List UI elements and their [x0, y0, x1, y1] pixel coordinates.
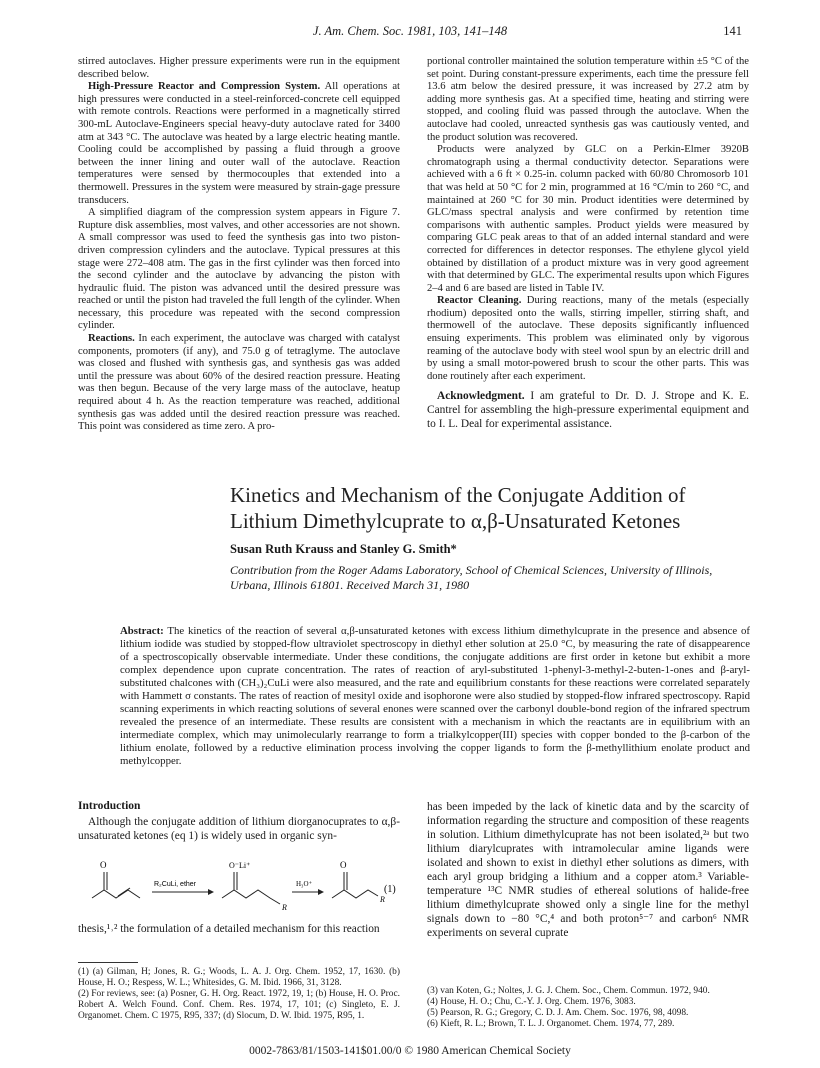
arrow-head	[318, 889, 324, 895]
paragraph-lead: Reactor Cleaning.	[437, 295, 522, 307]
paragraph	[427, 295, 749, 383]
paragraph	[78, 333, 400, 434]
reagent-label: R₂CuLi, ether	[154, 881, 197, 888]
enolate-charge-label: O⁻Li⁺	[229, 861, 251, 870]
acknowledgment-lead: Acknowledgment.	[437, 390, 525, 403]
footnote: (4) House, H. O.; Chu, C.-Y. J. Org. Chem. 1976, 3083.	[427, 997, 636, 1007]
paragraph-text: All operations at high pressures were conducted in a steel-reinforced-concrete cell equipped with remote controls. Reactions were performed in a magnetically stirred 300-mL Autoclave-Engineers special heavy-duty autoclave rated for 3400 atm at 343 °C. The autoclave was heated by a large electric heating mantle. Cooling could be accomplished by passing a fluid through a groove between the inner lining and outer wall of the autoclave. Reaction temperatures were sensed by thermocouples that extended into a thermowell. Pressures in the system were measured by strain-gage pressure transducers.	[78, 81, 401, 206]
enolate-structure	[222, 872, 280, 904]
paragraph-lead: High-Pressure Reactor and Compression System.	[88, 81, 321, 93]
authors: Susan Ruth Krauss and Stanley G. Smith*	[230, 542, 457, 556]
paragraph: portional controller maintained the solution temperature within ±5 °C of the set point. During constant-pressure experiments, each time the pressure fell 13.6 atm below the desired pressure, it was increased by 27.2 atm by adding more synthesis gas. At a specified time, heating and stirring were stopped, and cooling fluid was passed through the autoclave. When the autoclave had cooled, unreacted synthesis gas was cautiously vented, and the product solution was recovered.	[427, 56, 749, 143]
paragraph: Products were analyzed by GLC on a Perkin-Elmer 3920B chromatograph using a thermal conductivity detector. Separations were achieved with a 6 ft × 0.25-in. column packed with 60/80 Chromosorb 101 that was held at 50 °C for 2 min, programmed at 16 °C/min to 260 °C, and maintained at 260 °C for 30 min. Product identities were determined by GLC/mass spectral analysis and were confirmed by retention time comparisons with authentic samples. Product yields were measured by comparing GLC peak areas to that of an added internal standard and were corrected for differences in detector responses. The ethylene glycol yield obtained by distillation of a product mixture was in very good agreement with that determined by GLC. The experimental results upon which Figures 2–4 and 6 are based are listed in Table IV.	[427, 144, 749, 294]
page-footer: 0002-7863/81/1503-141$01.00/0 © 1980 American Chemical Society	[249, 1045, 571, 1057]
title-line: Kinetics and Mechanism of the Conjugate Addition of	[230, 483, 686, 507]
r-group-label: R	[282, 903, 287, 912]
enone-structure	[92, 872, 140, 898]
acknowledgment	[427, 389, 749, 431]
abstract-lead: Abstract:	[120, 625, 164, 637]
section-heading: Introduction	[78, 800, 141, 812]
paragraph-text: In each experiment, the autoclave was charged with catalyst components, promoters (if any), and 75.0 g of tetraglyme. The autoclave was closed and flushed with synthesis gas, and synthesis gas was added until the pressure was about 60% of the desired reaction pressure. Heating was then begun. Because of the very large mass of the autoclave, heatup required about 4 h. As the reaction temperature was reached, additional synthesis gas was added until the desired reaction pressure was reached. This point was considered as time zero. A pro-	[78, 333, 400, 433]
previous-article-left-column	[78, 56, 400, 434]
paragraph-text: During reactions, many of the metals (especially rhodium) deposited onto the walls, stirring impeller, stirring shaft, and thermowell of the autoclave. These deposits significantly influenced ensuing experiments. This problem was eliminated only by vigorous reaming of the autoclave body with steel wool spun by an electric drill and by using a small motor-powered brush to scour the other parts. This was done routinely after each experiment.	[427, 295, 749, 382]
carbonyl-o-label: O	[100, 860, 107, 870]
paragraph	[78, 81, 400, 207]
intro-continued: thesis,¹˒² the formulation of a detailed mechanism for this reaction	[78, 923, 380, 935]
intro-paragraph	[78, 815, 400, 843]
footnote: (1) (a) Gilman, H; Jones, R. G.; Woods, L. A. J. Org. Chem. 1952, 17, 1630. (b) House, H. O.; Respess, W. L.; Whitesides, G. M. Ibid. 1966, 31, 3128.	[78, 967, 400, 988]
footnote: (3) van Koten, G.; Noltes, J. G. J. Chem. Soc., Chem. Commun. 1972, 940.	[427, 986, 710, 996]
product-structure	[332, 872, 378, 898]
footnote: (5) Pearson, R. G.; Gregory, C. D. J. Am. Chem. Soc. 1976, 98, 4098.	[427, 1008, 689, 1018]
r-group-label: R	[380, 895, 385, 904]
journal-citation: J. Am. Chem. Soc. 1981, 103, 141–148	[312, 24, 508, 38]
running-header	[0, 24, 820, 44]
previous-article-right-column	[427, 56, 749, 431]
workup-label: H₃O⁺	[296, 880, 313, 888]
affiliation: Contribution from the Roger Adams Laboratory, School of Chemical Sciences, University of Illinois, Urbana, Illinois 61801. Received March 31, 1980	[230, 563, 713, 592]
equation-label: (1)	[384, 884, 396, 895]
product-o-label: O	[340, 860, 347, 870]
footnotes-left	[78, 962, 400, 1022]
abstract	[120, 625, 750, 768]
paragraph: stirred autoclaves. Higher pressure experiments were run in the equipment described below.	[78, 56, 400, 80]
paragraph: Although the conjugate addition of lithium diorganocuprates to α,β-unsaturated ketones (eq 1) is widely used in organic syn-	[78, 816, 400, 842]
abstract-text: The kinetics of the reaction of several α,β-unsaturated ketones with excess lithium dimethylcuprate in the presence and absence of lithium iodide was studied by stopped-flow ultraviolet spectroscopy in diethyl ether solution at 25.0 °C, by measuring the rate of disappearence of a spectroscopically observable intermediate. Under these conditions, the conjugate additions are first order in ketone but exhibit a more complex dependence upon cuprate concentration. The rates of reaction of aryl-substituted 1-phenyl-3-methyl-2-buten-1-ones and β-aryl-substituted chalcones with (CH₃)₂CuLi were also measured, and the rate and equilibrium constants for these reactions were correlated separately with Hammett σ constants. The rates of reaction of mesityl oxide and isophorone were also studied by stopped-flow infrared spectroscopy. Rapid scanning experiments in which reacting solutions of several enones were scanned over the carbonyl double-bond region of the infrared spectrum revealed the presence of an intermediate. These results are consistent with a mechanism in which the reactants are in equilibrium with an intermediate complex, which may unimolecularly rearrange to form a trialkylcopper(III) species with copper bonded to the β-carbon of the lithium enolate, followed by a reductive elimination process involving the copper ligands to form the β-methyllithium enolate product and methylcopper.	[120, 625, 750, 767]
paragraph-lead: Reactions.	[88, 333, 135, 345]
arrow-head	[208, 889, 214, 895]
footnotes-right	[427, 986, 749, 1030]
page-number: 141	[723, 24, 742, 38]
acknowledgment-text: I am grateful to Dr. D. J. Strope and K. E. Cantrel for assembling the high-pressure experimental equipment and to I. L. Deal for experimental assistance.	[427, 390, 749, 431]
intro-right-column: has been impeded by the lack of kinetic data and by the scarcity of information regarding the structure and composition of these reagents in solution. Lithium dimethylcuprate has not been isolated,²ᵃ but two lithium diarylcuprates with intramolecular amine ligands were isolated and shown to exist in diethyl ether solutions as dimers, with each aryl group bridging a lithium and a copper atom.³ Variable-temperature ¹³C NMR studies of ethereal solutions of halide-free lithium dimethylcuprate showed only a single line for the methyl signals down to −80 °C,⁴ and both proton⁵⁻⁷ and carbon⁶ NMR experiments on several cuprate	[427, 801, 749, 939]
footnote: (6) Kieft, R. L.; Brown, T. L. J. Organomet. Chem. 1974, 77, 289.	[427, 1019, 675, 1029]
title-line: Lithium Dimethylcuprate to α,β-Unsaturated Ketones	[230, 509, 681, 533]
paragraph: A simplified diagram of the compression system appears in Figure 7. Rupture disk assemblies, most valves, and other accessories are not shown. A small compressor was used to feed the synthesis gas into two piston-driven compression cylinders and the autoclave. Typical pressures at this stage were 272–408 atm. The gas in the first cylinder was then forced into the second cylinder and the autoclave by advancing the piston with hydraulic fluid. The piston was advanced until the desired pressure was reached or until the piston had traveled the full length of the cylinder. When necessary, this procedure was repeated with the second compression cylinder.	[78, 207, 400, 332]
footnote-rule	[78, 962, 138, 963]
article-title	[230, 482, 770, 534]
reaction-scheme	[82, 852, 404, 918]
footnote: (2) For reviews, see: (a) Posner, G. H. Org. React. 1972, 19, 1; (b) House, H. O. Proc. Robert A. Welch Found. Conf. Chem. Res. 1974, 17, 101; (c) Singleto, E. J. Organomet. Chem. C 1975, R95, 337; (d) Slocum, D. W. Ibid. 1975, R95, 1.	[78, 989, 400, 1021]
